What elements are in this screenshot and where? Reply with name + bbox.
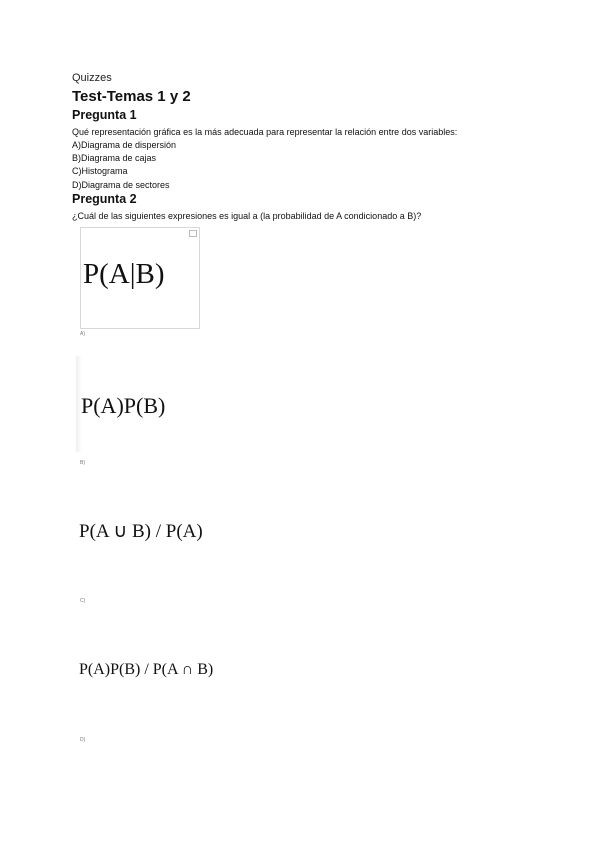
question-1-option-d: D)Diagrama de sectores bbox=[72, 180, 170, 190]
option-c-label: C) bbox=[80, 598, 86, 604]
question-1-heading: Pregunta 1 bbox=[72, 108, 137, 122]
option-a-formula-image bbox=[80, 227, 200, 329]
question-2-text: ¿Cuál de las siguientes expresiones es igual a (la probabilidad de A condicionado a B)? bbox=[72, 211, 422, 221]
question-1-option-c: C)Histograma bbox=[72, 166, 128, 176]
question-1-option-b: B)Diagrama de cajas bbox=[72, 153, 157, 163]
option-d-formula: P(A)P(B) / P(A ∩ B) bbox=[79, 661, 214, 678]
question-1-option-a: A)Diagrama de dispersión bbox=[72, 140, 177, 150]
question-1-text: Qué representación gráfica es la más adecuada para representar la relación entre dos variables: bbox=[72, 127, 458, 137]
option-b-formula: P(A)P(B) bbox=[81, 393, 166, 418]
option-b-label: B) bbox=[80, 460, 85, 466]
page-title: Test-Temas 1 y 2 bbox=[72, 88, 191, 105]
question-2-heading: Pregunta 2 bbox=[72, 192, 137, 206]
option-a-formula: P(A|B) bbox=[83, 258, 165, 290]
option-d-label: D) bbox=[80, 737, 86, 743]
option-c-formula: P(A ∪ B) / P(A) bbox=[79, 521, 203, 542]
site-label: Quizzes bbox=[72, 72, 112, 84]
option-b-formula-image bbox=[76, 356, 198, 452]
image-expand-icon bbox=[189, 230, 197, 237]
option-a-label: A) bbox=[80, 331, 85, 337]
